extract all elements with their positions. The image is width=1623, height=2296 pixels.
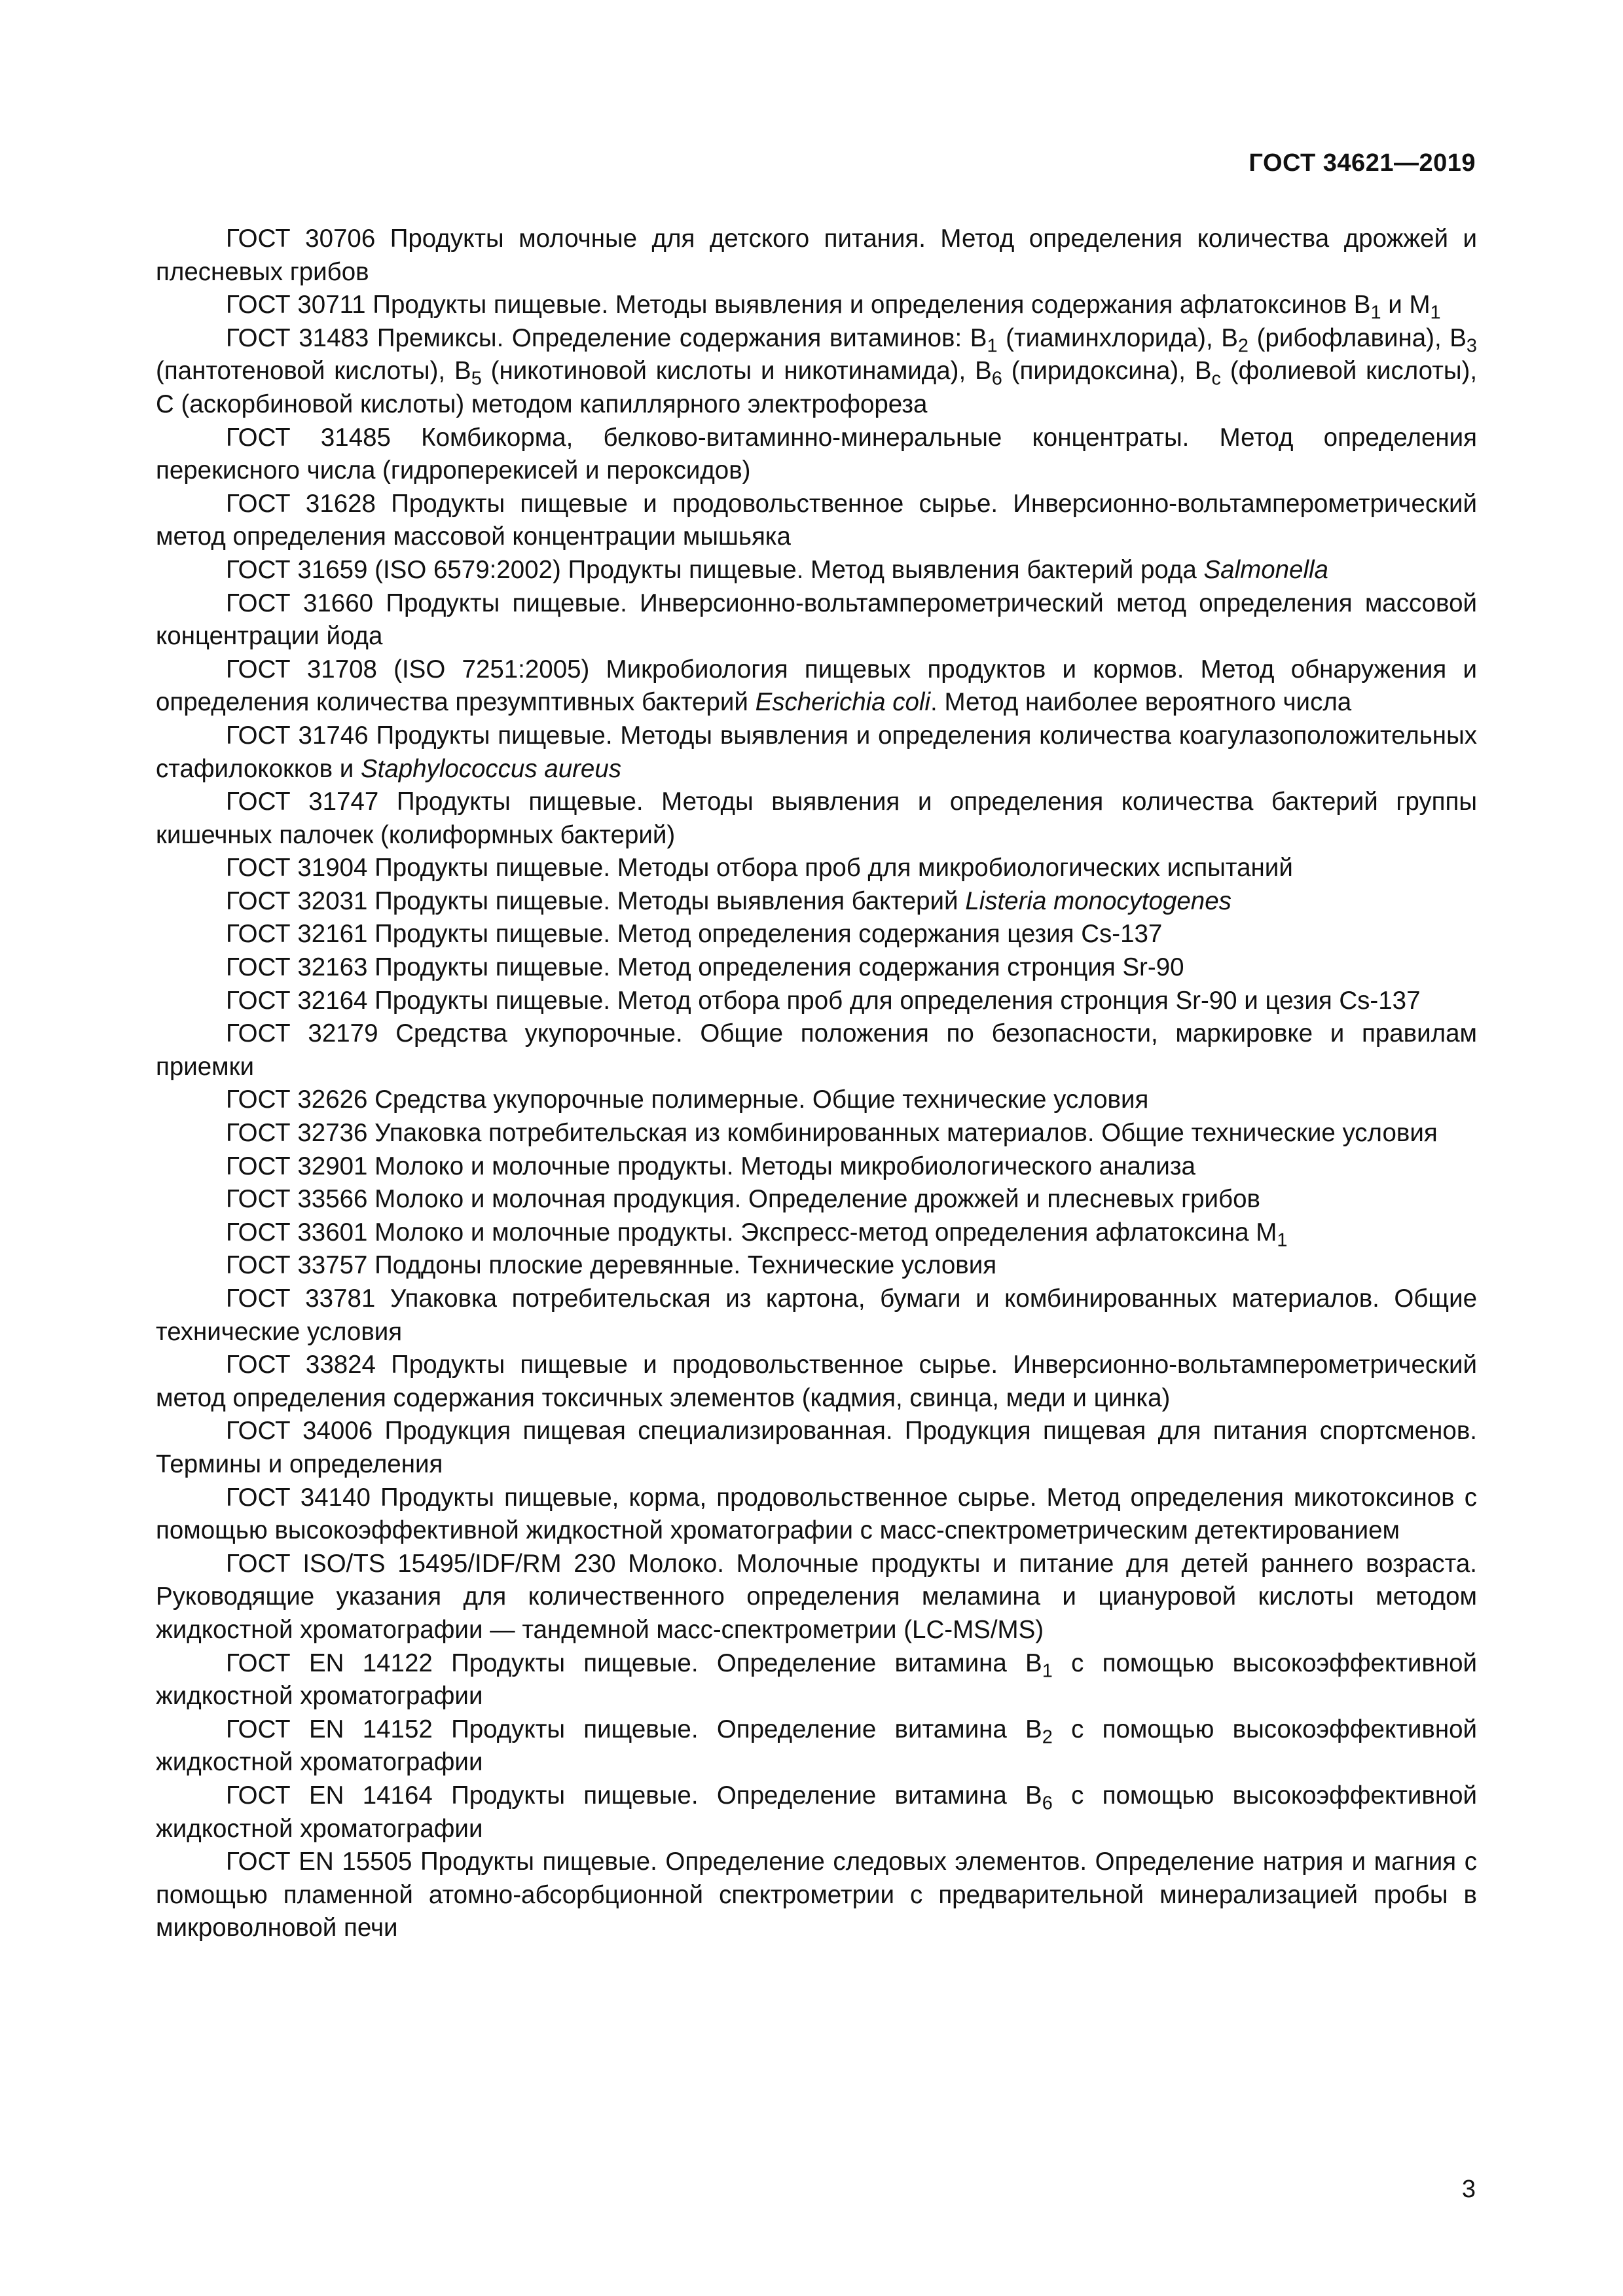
reference-text: ГОСТ 34006 Продукция пищевая специализированная. Продукция пищевая для питания спортсменов. Термины и определения [156,1417,1477,1478]
reference-entry [156,1017,1477,1084]
reference-text: ГОСТ 31628 Продукты пищевые и продовольственное сырье. Инверсионно-вольтамперометрический метод определения массовой концентрации мышьяка [156,489,1477,551]
reference-text: ГОСТ 33566 Молоко и молочная продукция. Определение дрожжей и плесневых грибов [226,1185,1260,1214]
reference-entry [156,786,1477,852]
reference-text: ГОСТ 31746 Продукты пищевые. Методы выявления и определения количества коагулазоположительных стафилококков и [156,721,1477,783]
reference-entry [156,1283,1477,1349]
reference-entry [156,1249,1477,1283]
reference-entry [156,289,1477,322]
reference-entry [156,223,1477,289]
reference-text: ГОСТ EN 14122 Продукты пищевые. Определение витамина B [226,1649,1042,1677]
reference-text: ГОСТ 33781 Упаковка потребительская из картона, бумаги и комбинированных материалов. Общие технические условия [156,1285,1477,1346]
reference-text: ГОСТ 31904 Продукты пищевые. Методы отбора проб для микробиологических испытаний [226,854,1293,883]
subscript: 1 [1042,1660,1053,1682]
reference-entry [156,1117,1477,1150]
subscript: 2 [1042,1726,1053,1748]
reference-text: (пантотеновой кислоты), B [156,357,471,386]
document-header: ГОСТ 34621—2019 [1249,149,1476,177]
reference-text: ГОСТ 32179 Средства укупорочные. Общие положения по безопасности, маркировке и правилам приемки [156,1019,1477,1081]
reference-text: ГОСТ 33757 Поддоны плоские деревянные. Технические условия [226,1251,997,1280]
reference-text: ГОСТ 32031 Продукты пищевые. Методы выявления бактерий [226,886,966,915]
reference-text: ГОСТ EN 14152 Продукты пищевые. Определение витамина B [226,1715,1042,1743]
subscript: c [1211,369,1221,390]
reference-text: ГОСТ 32164 Продукты пищевые. Метод отбора проб для определения стронция Sr-90 и цезия Cs-137 [226,986,1421,1015]
reference-entry [156,951,1477,985]
subscript: 1 [1370,302,1381,323]
reference-entry [156,653,1477,720]
reference-text: ГОСТ ISO/TS 15495/IDF/RM 230 Молоко. Молочные продукты и питание для детей раннего возраста. Руководящие указания для количественного определения меламина и циануровой кислоты методом жидкостной хроматографии — тандемной масс-спектрометрии (LC-MS/MS) [156,1549,1477,1644]
species-name: Salmonella [1203,555,1328,584]
subscript: 1 [1277,1230,1288,1251]
reference-entry [156,1548,1477,1647]
reference-entry [156,1150,1477,1184]
reference-entry [156,852,1477,885]
subscript: 5 [471,369,482,390]
reference-text: (рибофлавина), B [1248,323,1467,352]
reference-text: и M [1381,291,1431,319]
subscript: 6 [1042,1793,1053,1814]
subscript: 1 [1430,302,1441,323]
reference-text: ГОСТ 32901 Молоко и молочные продукты. Методы микробиологического анализа [226,1152,1195,1180]
reference-text: ГОСТ 34140 Продукты пищевые, корма, продовольственное сырье. Метод определения микотоксинов с помощью высокоэффективной жидкостной хроматографии с масс-спектрометрическим детектированием [156,1483,1477,1545]
reference-text: с помощью высокоэффективной жидкостной хроматографии [156,1649,1477,1711]
reference-entry [156,587,1477,653]
reference-entry [156,1846,1477,1945]
reference-text: ГОСТ 31659 (ISO 6579:2002) Продукты пищевые. Метод выявления бактерий рода [226,555,1204,584]
reference-entry [156,720,1477,786]
reference-text: ГОСТ 32736 Упаковка потребительская из комбинированных материалов. Общие технические условия [226,1119,1438,1148]
reference-text: (никотиновой кислоты и никотинамида), B [481,357,992,386]
reference-entry [156,322,1477,422]
reference-entry [156,885,1477,919]
reference-entry [156,1183,1477,1216]
reference-text: ГОСТ EN 14164 Продукты пищевые. Определение витамина B [226,1781,1042,1810]
reference-text: ГОСТ 33824 Продукты пищевые и продовольственное сырье. Инверсионно-вольтамперометрический метод определения содержания токсичных элементов (кадмия, свинца, меди и цинка) [156,1351,1477,1412]
reference-entry [156,1482,1477,1548]
reference-text: ГОСТ 30711 Продукты пищевые. Методы выявления и определения содержания афлатоксинов B [226,291,1371,319]
reference-entry [156,1415,1477,1481]
reference-text: ГОСТ 30706 Продукты молочные для детского питания. Метод определения количества дрожжей и плесневых грибов [156,225,1477,286]
subscript: 1 [987,335,998,357]
reference-text: (тиаминхлорида), B [997,323,1238,352]
reference-text: с помощью высокоэффективной жидкостной хроматографии [156,1781,1477,1843]
reference-text: ГОСТ 31485 Комбикорма, белково-витаминно-минеральные концентраты. Метод определения перекисного числа (гидроперекисей и пероксидов) [156,423,1477,485]
reference-text: ГОСТ EN 15505 Продукты пищевые. Определение следовых элементов. Определение натрия и магния с помощью пламенной атомно-абсорбционной спектрометрии с предварительной минерализацией пробы в микроволновой печи [156,1848,1477,1942]
page-number: 3 [1461,2176,1476,2203]
reference-text: ГОСТ 31747 Продукты пищевые. Методы выявления и определения количества бактерий группы кишечных палочек (колиформных бактерий) [156,788,1477,849]
reference-text: . Метод наиболее вероятного числа [930,688,1352,717]
species-name: Escherichia coli [755,688,931,717]
reference-entry [156,1779,1477,1846]
reference-entry [156,488,1477,554]
species-name: Listeria monocytogenes [965,886,1231,915]
reference-entry [156,1084,1477,1117]
reference-text: (пиридоксина), B [1002,357,1212,386]
subscript: 6 [991,369,1002,390]
reference-text: ГОСТ 33601 Молоко и молочные продукты. Экспресс-метод определения афлатоксина M [226,1218,1277,1247]
reference-text: ГОСТ 32161 Продукты пищевые. Метод определения содержания цезия Cs-137 [226,920,1163,949]
reference-entry [156,1713,1477,1779]
reference-text: ГОСТ 32163 Продукты пищевые. Метод определения содержания стронция Sr-90 [226,953,1184,982]
normative-references-list [156,223,1477,1945]
reference-entry [156,918,1477,951]
reference-entry [156,1647,1477,1713]
reference-text: ГОСТ 31660 Продукты пищевые. Инверсионно-вольтамперометрический метод определения массовой концентрации йода [156,589,1477,651]
reference-text: ГОСТ 32626 Средства укупорочные полимерные. Общие технические условия [226,1085,1149,1114]
reference-entry [156,985,1477,1018]
subscript: 2 [1237,335,1249,357]
reference-text: (фолиевой кислоты), C (аскорбиновой кислоты) методом капиллярного электрофореза [156,357,1478,418]
reference-entry [156,1216,1477,1250]
reference-text: ГОСТ 31483 Премиксы. Определение содержания витаминов: B [226,323,987,352]
reference-entry [156,1349,1477,1415]
reference-text: ГОСТ 31708 (ISO 7251:2005) Микробиология пищевых продуктов и кормов. Метод обнаружения и определения количества презумптивных бактерий [156,655,1477,717]
reference-text: с помощью высокоэффективной жидкостной хроматографии [156,1715,1477,1777]
reference-entry [156,422,1477,488]
species-name: Staphylococcus aureus [360,754,622,783]
subscript: 3 [1466,335,1477,357]
reference-entry [156,554,1477,587]
